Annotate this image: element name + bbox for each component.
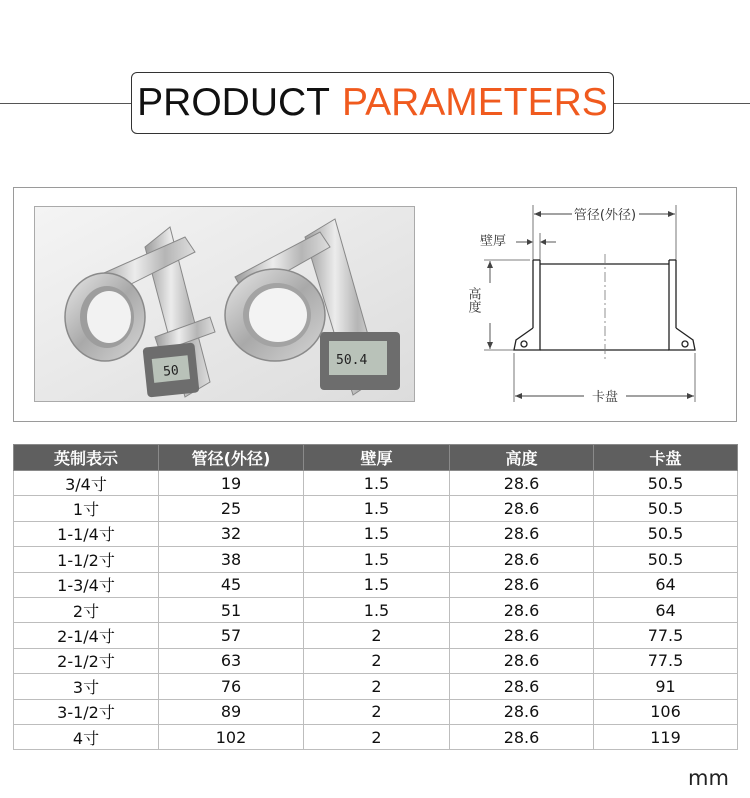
table-cell: 51 <box>159 597 304 622</box>
table-cell: 50.5 <box>594 547 738 572</box>
table-cell: 4寸 <box>14 724 159 749</box>
table-cell: 1寸 <box>14 496 159 521</box>
table-cell: 64 <box>594 572 738 597</box>
table-cell: 2寸 <box>14 597 159 622</box>
col-header-wall-thickness: 壁厚 <box>304 445 450 471</box>
table-cell: 2-1/2寸 <box>14 648 159 673</box>
table-cell: 1.5 <box>304 547 450 572</box>
table-cell: 28.6 <box>450 623 594 648</box>
wall-thickness-label: 壁厚 <box>479 234 507 249</box>
table-cell: 28.6 <box>450 572 594 597</box>
col-header-height: 高度 <box>450 445 594 471</box>
table-cell: 2-1/4寸 <box>14 623 159 648</box>
table-cell: 28.6 <box>450 547 594 572</box>
table-cell: 28.6 <box>450 648 594 673</box>
table-cell: 28.6 <box>450 496 594 521</box>
table-cell: 2 <box>304 724 450 749</box>
caliper-photo-illustration <box>35 207 415 402</box>
table-cell: 1.5 <box>304 496 450 521</box>
title-word-parameters: PARAMETERS <box>342 81 608 124</box>
table-cell: 32 <box>159 521 304 546</box>
table-cell: 77.5 <box>594 623 738 648</box>
table-cell: 1-1/4寸 <box>14 521 159 546</box>
table-cell: 28.6 <box>450 724 594 749</box>
table-cell: 1.5 <box>304 521 450 546</box>
table-cell: 2 <box>304 674 450 699</box>
table-cell: 1-1/2寸 <box>14 547 159 572</box>
table-cell: 102 <box>159 724 304 749</box>
table-cell: 57 <box>159 623 304 648</box>
table-row <box>14 547 738 572</box>
outer-diameter-label: 管径(外径) <box>573 208 637 223</box>
table-cell: 77.5 <box>594 648 738 673</box>
table-header-row <box>14 445 738 471</box>
caliper-readout-left: 50 <box>162 363 180 380</box>
table-cell: 3-1/2寸 <box>14 699 159 724</box>
table-row <box>14 471 738 496</box>
table-cell: 106 <box>594 699 738 724</box>
table-cell: 76 <box>159 674 304 699</box>
col-header-outer-diameter: 管径(外径) <box>159 445 304 471</box>
right-ferrule <box>225 269 325 361</box>
table-cell: 50.5 <box>594 496 738 521</box>
table-cell: 2 <box>304 699 450 724</box>
caliper-readout-right: 50.4 <box>336 353 368 368</box>
table-cell: 50.5 <box>594 471 738 496</box>
height-label: 高度 <box>465 287 481 313</box>
table-cell: 28.6 <box>450 597 594 622</box>
col-header-flange: 卡盘 <box>594 445 738 471</box>
table-cell: 89 <box>159 699 304 724</box>
left-ferrule <box>65 273 145 361</box>
table-cell: 1.5 <box>304 572 450 597</box>
ferrule-cross-section <box>444 188 734 421</box>
table-cell: 64 <box>594 597 738 622</box>
flange-label: 卡盘 <box>591 390 619 405</box>
table-cell: 91 <box>594 674 738 699</box>
figure-panel <box>13 187 737 422</box>
dimension-diagram <box>444 188 734 421</box>
table-cell: 28.6 <box>450 521 594 546</box>
header-rule-left <box>0 103 131 104</box>
title-word-product: PRODUCT <box>137 81 330 124</box>
table-cell: 119 <box>594 724 738 749</box>
table-cell: 45 <box>159 572 304 597</box>
table-cell: 3寸 <box>14 674 159 699</box>
part-outline <box>514 260 695 350</box>
table-row <box>14 496 738 521</box>
table-cell: 2 <box>304 623 450 648</box>
table-cell: 1-3/4寸 <box>14 572 159 597</box>
table-cell: 1.5 <box>304 471 450 496</box>
table-row <box>14 521 738 546</box>
table-cell: 25 <box>159 496 304 521</box>
table-cell: 63 <box>159 648 304 673</box>
table-cell: 2 <box>304 648 450 673</box>
table-cell: 28.6 <box>450 674 594 699</box>
table-row <box>14 597 738 622</box>
table-cell: 38 <box>159 547 304 572</box>
spec-table <box>13 444 738 750</box>
table-cell: 3/4寸 <box>14 471 159 496</box>
table-cell: 1.5 <box>304 597 450 622</box>
table-cell: 28.6 <box>450 471 594 496</box>
table-row <box>14 648 738 673</box>
table-row <box>14 724 738 749</box>
table-row <box>14 623 738 648</box>
table-cell: 28.6 <box>450 699 594 724</box>
table-cell: 50.5 <box>594 521 738 546</box>
product-photo <box>34 206 415 402</box>
table-row <box>14 674 738 699</box>
table-row <box>14 572 738 597</box>
table-cell: 19 <box>159 471 304 496</box>
unit-label: mm <box>688 766 729 790</box>
page-title <box>131 72 614 134</box>
header-rule-right <box>614 103 750 104</box>
table-row <box>14 699 738 724</box>
col-header-size-inch: 英制表示 <box>14 445 159 471</box>
